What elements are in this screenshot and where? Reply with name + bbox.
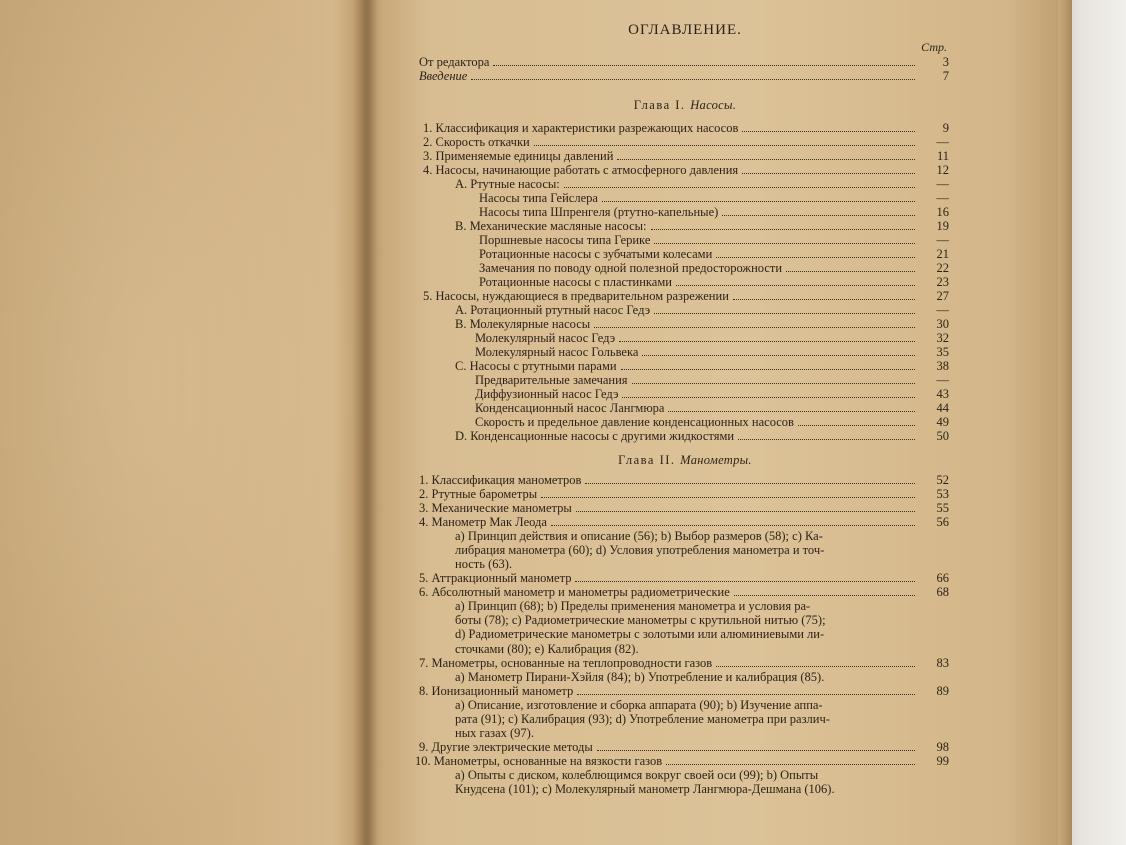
toc-entry [423,149,949,163]
toc-entry-label: Ротационные насосы с зубчатыми колесами [479,247,713,261]
toc-entry [415,754,949,768]
toc-entry [455,429,949,443]
toc-entry [475,387,949,401]
toc-entry-page: 32 [936,331,949,345]
chapter-title: Манометры. [680,453,752,467]
toc-entry [419,585,949,599]
toc-entry-label: 3. Механические манометры [419,501,572,515]
toc-entry [475,345,949,359]
toc-entry-label: B. Механические масляные насосы: [455,219,647,233]
note-line: Кнудсена (101); c) Молекулярный манометр Лангмюра-Дешмана (106). [455,782,835,797]
note-line: a) Описание, изготовление и сборка аппарата (90); b) Изучение аппа- [455,698,823,712]
toc-entry [419,501,949,515]
toc-entry [419,473,949,487]
toc-entry-label: Предварительные замечания [475,373,628,387]
toc-entry-label: Молекулярный насос Гольвека [475,345,639,359]
toc-entry-page: 21 [936,247,949,261]
toc-entry-label: 1. Классификация манометров [419,473,582,487]
toc-entry-page: 68 [936,585,949,599]
toc-entry-label: Скорость и предельное давление конденсационных насосов [475,415,794,429]
toc-entry-page: 3 [942,55,949,69]
toc-entry [423,163,949,177]
toc-entry [479,233,949,247]
toc-entry-page: 52 [936,473,949,487]
toc-entry-page: 23 [936,275,949,289]
toc-entry [419,55,949,69]
toc-entry-page: 35 [936,345,949,359]
toc-subsection-notes [455,698,917,741]
note-line: a) Опыты с диском, колеблющимся вокруг своей оси (99); b) Опыты [455,768,819,782]
toc-entry-page: 30 [936,317,949,331]
toc-entry-label: 4. Насосы, начинающие работать с атмосферного давления [423,163,739,177]
toc-entry-label: Насосы типа Гейслера [479,191,598,205]
toc-entry-page: 89 [936,684,949,698]
toc-entry-page: — [936,233,949,247]
toc-entry-label: 7. Манометры, основанные на теплопроводности газов [419,656,713,670]
chapter-title: Насосы. [690,98,737,112]
toc-entry-page: 53 [936,487,949,501]
toc-entry-label: A. Ротационный ртутный насос Гедэ [455,303,651,317]
toc-entry-label: 5. Аттракционный манометр [419,571,572,585]
note-line: либрация манометра (60); d) Условия употребления манометра и точ- [455,543,825,558]
toc-subsection-notes [455,599,917,656]
toc-entry [423,289,949,303]
toc-entry [455,359,949,373]
note-line: рата (91); c) Калибрация (93); d) Употребление манометра при различ- [455,712,830,727]
toc-entry-label: 1. Классификация и характеристики разрежающих насосов [423,121,739,135]
note-line: a) Принцип (68); b) Пределы применения манометра и условия ра- [455,599,811,613]
toc-entry-label: Ротационные насосы с пластинками [479,275,672,289]
toc-subsection-notes [455,529,917,572]
toc-entry-page: 50 [936,429,949,443]
page-column-label: Стр. [921,40,947,54]
note-line: ность (63). [455,557,513,572]
toc-entry-label: C. Насосы с ртутными парами [455,359,617,373]
toc-entry [475,401,949,415]
toc-entry-page: 43 [936,387,949,401]
toc-entry-label: 10. Манометры, основанные на вязкости газов [415,754,663,768]
toc-subsection-notes [455,670,917,684]
chapter-heading [415,453,955,468]
toc-entry [479,275,949,289]
toc-entry-page: 16 [936,205,949,219]
toc-entry-label: 9. Другие электрические методы [419,740,593,754]
toc-entry [423,135,949,149]
toc-entry-label: 4. Манометр Мак Леода [419,515,547,529]
toc-entry [479,247,949,261]
toc-entry [419,515,949,529]
toc-entry-label: Насосы типа Шпренгеля (ртутно-капельные) [479,205,719,219]
toc-entry-page: — [936,191,949,205]
toc-entry-page: 66 [936,571,949,585]
toc-entry [475,331,949,345]
book-gutter [352,0,382,845]
toc-entry-page: 27 [936,289,949,303]
right-page-edge [1058,0,1072,845]
toc-entry-label: 3. Применяемые единицы давлений [423,149,614,163]
toc-entry-label: 2. Ртутные барометры [419,487,538,501]
toc-entry-label: Замечания по поводу одной полезной предосторожности [479,261,783,275]
note-line: сточками (80); e) Калибрация (82). [455,641,639,656]
toc-entry-page: 99 [936,754,949,768]
toc-entry-page: — [936,135,949,149]
toc-entry-label: D. Конденсационные насосы с другими жидкостями [455,429,735,443]
note-line: боты (78); c) Радиометрические манометры с крутильной нитью (75); [455,613,826,628]
note-line: a) Манометр Пирани-Хэйля (84); b) Употребление и калибрация (85). [455,670,825,684]
toc-entry-label: От редактора [419,55,490,69]
toc-entry [423,121,949,135]
toc-entry [479,261,949,275]
toc-entry-page: — [936,303,949,317]
note-line: a) Принцип действия и описание (56); b) Выбор размеров (58); c) Ка- [455,529,823,543]
toc-entry-page: 55 [936,501,949,515]
chapter-number: Глава II. [618,453,676,467]
toc-entry-page: 7 [942,69,949,83]
toc-entry-label: 2. Скорость откачки [423,135,530,149]
toc-entry [455,177,949,191]
toc-entry [455,303,949,317]
toc-entry-page: 22 [936,261,949,275]
left-page-blank [0,0,366,845]
toc-title: ОГЛАВЛЕНИЕ. [628,22,742,38]
toc-subsection-notes [455,768,917,796]
toc-entry-page: — [936,373,949,387]
toc-entry [419,487,949,501]
toc-entry-label: Конденсационный насос Лангмюра [475,401,665,415]
toc-entry-page: 44 [936,401,949,415]
toc-entry-page: 11 [936,149,949,163]
toc-entry [475,373,949,387]
toc-entry-label: 6. Абсолютный манометр и манометры радиометрические [419,585,730,599]
toc-entry [419,656,949,670]
toc-entry [419,571,949,585]
toc-entry [479,191,949,205]
toc-entry-page: 12 [936,163,949,177]
toc-entry [479,205,949,219]
chapter-number: Глава I. [633,98,686,112]
toc-entry [419,740,949,754]
toc-entry-page: 98 [936,740,949,754]
toc-entry [419,684,949,698]
toc-entry-label: 8. Ионизационный манометр [419,684,574,698]
toc-entry-label: Введение [419,69,468,83]
toc-entry-page: 19 [936,219,949,233]
toc-entry-label: Молекулярный насос Гедэ [475,331,616,345]
chapter-heading [415,98,955,113]
toc-entry [419,69,949,83]
note-line: ных газах (97). [455,726,534,741]
toc-entry-label: 5. Насосы, нуждающиеся в предварительном разрежении [423,289,729,303]
toc-entry [455,219,949,233]
toc-entry [455,317,949,331]
toc-entry-label: A. Ртутные насосы: [455,177,560,191]
toc-entry-page: 83 [936,656,949,670]
toc-entry-page: 56 [936,515,949,529]
toc-entry [475,415,949,429]
toc-entry-label: B. Молекулярные насосы [455,317,591,331]
toc-entry-label: Диффузионный насос Гедэ [475,387,619,401]
toc-entry-page: — [936,177,949,191]
table-of-contents [415,0,955,845]
toc-entry-page: 38 [936,359,949,373]
note-line: d) Радиометрические манометры с золотыми или алюминиевыми ли- [455,627,825,642]
toc-entry-page: 49 [936,415,949,429]
toc-entry-page: 9 [942,121,949,135]
toc-entry-label: Поршневые насосы типа Герике [479,233,651,247]
